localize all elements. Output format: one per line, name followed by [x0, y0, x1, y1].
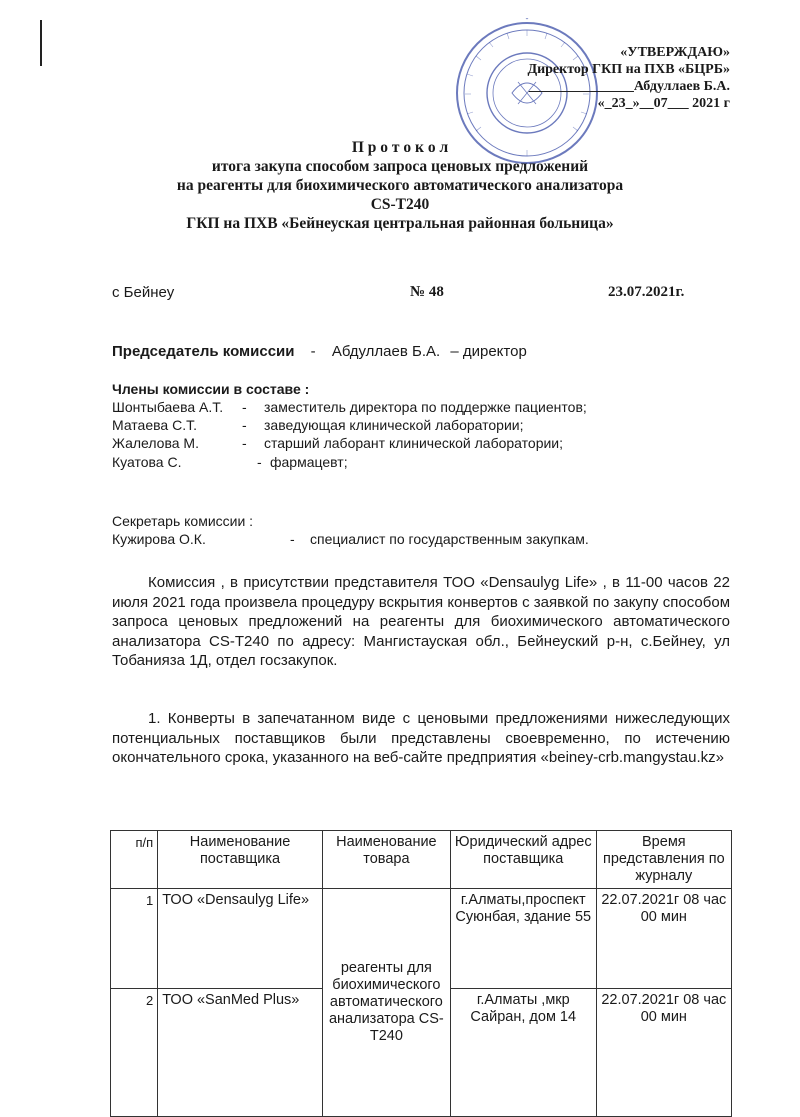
- chair-name: Абдуллаев Б.А.: [331, 343, 441, 360]
- commission-chair: [112, 343, 527, 360]
- header-num: п/п: [111, 831, 158, 889]
- approval-line-1: «УТВЕРЖДАЮ»: [620, 45, 730, 60]
- header-time: Время представления по журналу: [596, 831, 731, 889]
- secretary-name: Кужирова О.К.: [112, 531, 206, 547]
- secretary-role: специалист по государственным закупкам.: [310, 531, 589, 547]
- approval-block: [527, 44, 730, 112]
- row-num: 2: [111, 989, 158, 1117]
- member-dash: -: [242, 417, 247, 433]
- member-dash: -: [242, 435, 247, 451]
- row-address: г.Алматы ,мкр Сайран, дом 14: [450, 989, 596, 1117]
- members-heading: Члены комиссии в составе :: [112, 381, 310, 397]
- approval-line-2: Директор ГКП на ПХВ «БЦРБ»: [527, 62, 730, 77]
- row-address: г.Алматы,проспект Суюнбая, здание 55: [450, 889, 596, 989]
- row-time: 22.07.2021г 08 час 00 мин: [596, 989, 731, 1117]
- row-num: 1: [111, 889, 158, 989]
- approval-line-3: _______________Абдуллаев Б.А.: [528, 79, 730, 94]
- secretary-heading: Секретарь комиссии :: [112, 513, 254, 529]
- table-header-row: [111, 831, 732, 889]
- document-title: [0, 138, 800, 233]
- meta-place: с Бейнеу: [112, 284, 175, 301]
- title-line-3: на реагенты для биохимического автоматического анализатора: [176, 177, 624, 194]
- chair-role: – директор: [450, 343, 527, 360]
- approval-line-4: «_23_»__07___ 2021 г: [597, 96, 730, 111]
- member-role: заведующая клинической лаборатории;: [264, 417, 524, 433]
- member-role: заместитель директора по поддержке пациентов;: [264, 399, 587, 415]
- title-line-1: П р о т о к о л: [351, 139, 449, 156]
- paragraph-2: 1. Конверты в запечатанном виде с ценовыми предложениями нижеследующих потенциальных поставщиков были представлены своевременно, по истечению окончательного срока, указанного на веб-сайте предприятия «beiney-crb.mangystau.kz»: [112, 710, 730, 766]
- margin-mark: [40, 20, 42, 66]
- paragraph-1: Комиссия , в присутствии представителя ТОО «Densaulyg Life» , в 11-00 часов 22 июля 2021 года произвела процедуру вскрытия конвертов с заявкой по закупу способом запроса ценовых предложений на реагенты для биохимического автоматического анализатора CS-T240 по адресу: Мангистауская обл., Бейнеуский р-н, с.Бейнеу, ул Тобанияза 1Д, отдел госзакупок.: [112, 574, 730, 669]
- header-address: Юридический адрес поставщика: [450, 831, 596, 889]
- header-product: Наименование товара: [322, 831, 450, 889]
- header-supplier: Наименование поставщика: [158, 831, 323, 889]
- row-time: 22.07.2021г 08 час 00 мин: [596, 889, 731, 989]
- member-name: Куатова С.: [112, 454, 182, 470]
- title-line-2: итога закупа способом запроса ценовых предложений: [211, 158, 589, 175]
- meta-date: 23.07.2021г.: [608, 284, 685, 300]
- chair-label: Председатель комиссии: [112, 343, 295, 360]
- title-line-4: CS-T240: [370, 196, 430, 213]
- member-role: фармацевт;: [270, 454, 348, 470]
- suppliers-table: [110, 830, 732, 1117]
- chair-sep: -: [310, 343, 316, 360]
- member-role: старший лаборант клинической лаборатории;: [264, 435, 564, 451]
- member-name: Шонтыбаева А.Т.: [112, 399, 224, 415]
- table-row: [111, 889, 732, 989]
- row-supplier: ТОО «Densaulyg Life»: [158, 889, 323, 989]
- member-dash: -: [242, 399, 247, 415]
- title-line-5: ГКП на ПХВ «Бейнеуская центральная районная больница»: [186, 215, 614, 232]
- member-name: Матаева С.Т.: [112, 417, 197, 433]
- meta-number: № 48: [410, 284, 444, 300]
- secretary-dash: -: [290, 531, 295, 547]
- member-name: Жалелова М.: [112, 435, 199, 451]
- member-dash: -: [257, 454, 262, 470]
- row-product: реагенты для биохимического автоматического анализатора CS-T240: [322, 889, 450, 1117]
- row-supplier: ТОО «SanMed Plus»: [158, 989, 323, 1117]
